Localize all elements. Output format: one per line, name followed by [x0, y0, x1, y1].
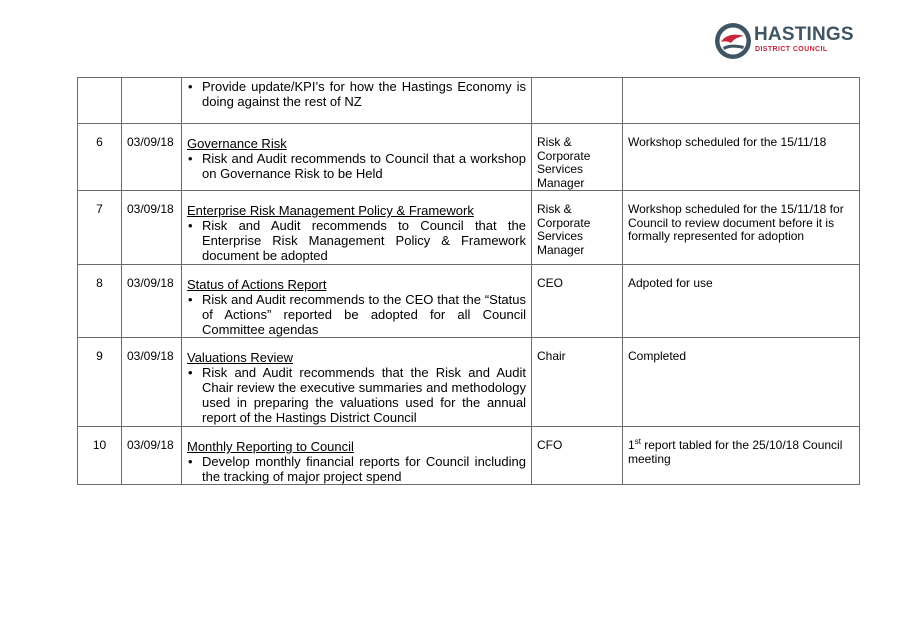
row-item [182, 191, 532, 265]
council-emblem-icon [714, 22, 752, 60]
row-status: Adpoted for use [623, 265, 860, 338]
row-item [182, 338, 532, 427]
row-date: 03/09/18 [122, 191, 182, 265]
bullet-text: Risk and Audit recommends to Council that the Enterprise Risk Management Policy & Framework document be adopted [202, 218, 526, 263]
row-number: 6 [78, 124, 122, 191]
status-ordinal-suffix: st [634, 437, 641, 446]
item-bullet [187, 292, 526, 337]
row-number: 10 [78, 427, 122, 485]
row-date: 03/09/18 [122, 427, 182, 485]
bullet-icon: • [188, 365, 193, 380]
bullet-text: Risk and Audit recommends that the Risk and Audit Chair review the executive summaries and methodology used in preparing the valuations used for the annual report of the Hastings District Council [202, 365, 526, 425]
status-ordinal: 1 [628, 438, 635, 452]
row-number: 8 [78, 265, 122, 338]
row-owner: Risk & Corporate Services Manager [532, 124, 623, 191]
row-date: 03/09/18 [122, 124, 182, 191]
row-status: Completed [623, 338, 860, 427]
table-row [78, 124, 860, 191]
bullet-icon: • [188, 79, 193, 94]
hastings-logo [714, 22, 854, 62]
logo-name: HASTINGS [754, 24, 854, 45]
bullet-icon: • [188, 218, 193, 233]
item-title: Governance Risk [187, 136, 287, 151]
row-status: Workshop scheduled for the 15/11/18 for Council to review document before it is formally represented for adoption [623, 191, 860, 265]
row-owner: Chair [532, 338, 623, 427]
item-title: Enterprise Risk Management Policy & Framework [187, 203, 474, 218]
actions-table [77, 77, 860, 485]
item-bullet [187, 151, 526, 181]
table-row [78, 191, 860, 265]
row-status: Workshop scheduled for the 15/11/18 [623, 124, 860, 191]
item-bullet [187, 365, 526, 425]
row-item [182, 78, 532, 124]
item-title: Monthly Reporting to Council [187, 439, 354, 454]
bullet-text: Develop monthly financial reports for Council including the tracking of major project spend [202, 454, 526, 484]
row-status [623, 78, 860, 124]
logo-subtitle: DISTRICT COUNCIL [755, 46, 828, 53]
row-status [623, 427, 860, 485]
table-row [78, 265, 860, 338]
row-date: 03/09/18 [122, 338, 182, 427]
row-item [182, 265, 532, 338]
row-owner: CEO [532, 265, 623, 338]
row-owner: CFO [532, 427, 623, 485]
row-date [122, 78, 182, 124]
row-item [182, 427, 532, 485]
item-title: Status of Actions Report [187, 277, 327, 292]
row-number: 7 [78, 191, 122, 265]
status-text: report tabled for the 25/10/18 Council meeting [628, 438, 843, 466]
table-row [78, 78, 860, 124]
row-owner [532, 78, 623, 124]
row-owner: Risk & Corporate Services Manager [532, 191, 623, 265]
row-number: 9 [78, 338, 122, 427]
table-row [78, 427, 860, 485]
item-title: Valuations Review [187, 350, 293, 365]
bullet-icon: • [188, 454, 193, 469]
table-row [78, 338, 860, 427]
row-item [182, 124, 532, 191]
row-date: 03/09/18 [122, 265, 182, 338]
bullet-text: Risk and Audit recommends to Council that a workshop on Governance Risk to be Held [202, 151, 526, 181]
bullet-icon: • [188, 151, 193, 166]
item-bullet [187, 79, 526, 109]
bullet-icon: • [188, 292, 193, 307]
row-number [78, 78, 122, 124]
item-bullet [187, 454, 526, 484]
item-bullet [187, 218, 526, 263]
bullet-text: Risk and Audit recommends to the CEO that the “Status of Actions” reported be adopted for all Council Committee agendas [202, 292, 526, 337]
bullet-text: Provide update/KPI’s for how the Hastings Economy is doing against the rest of NZ [202, 79, 526, 109]
